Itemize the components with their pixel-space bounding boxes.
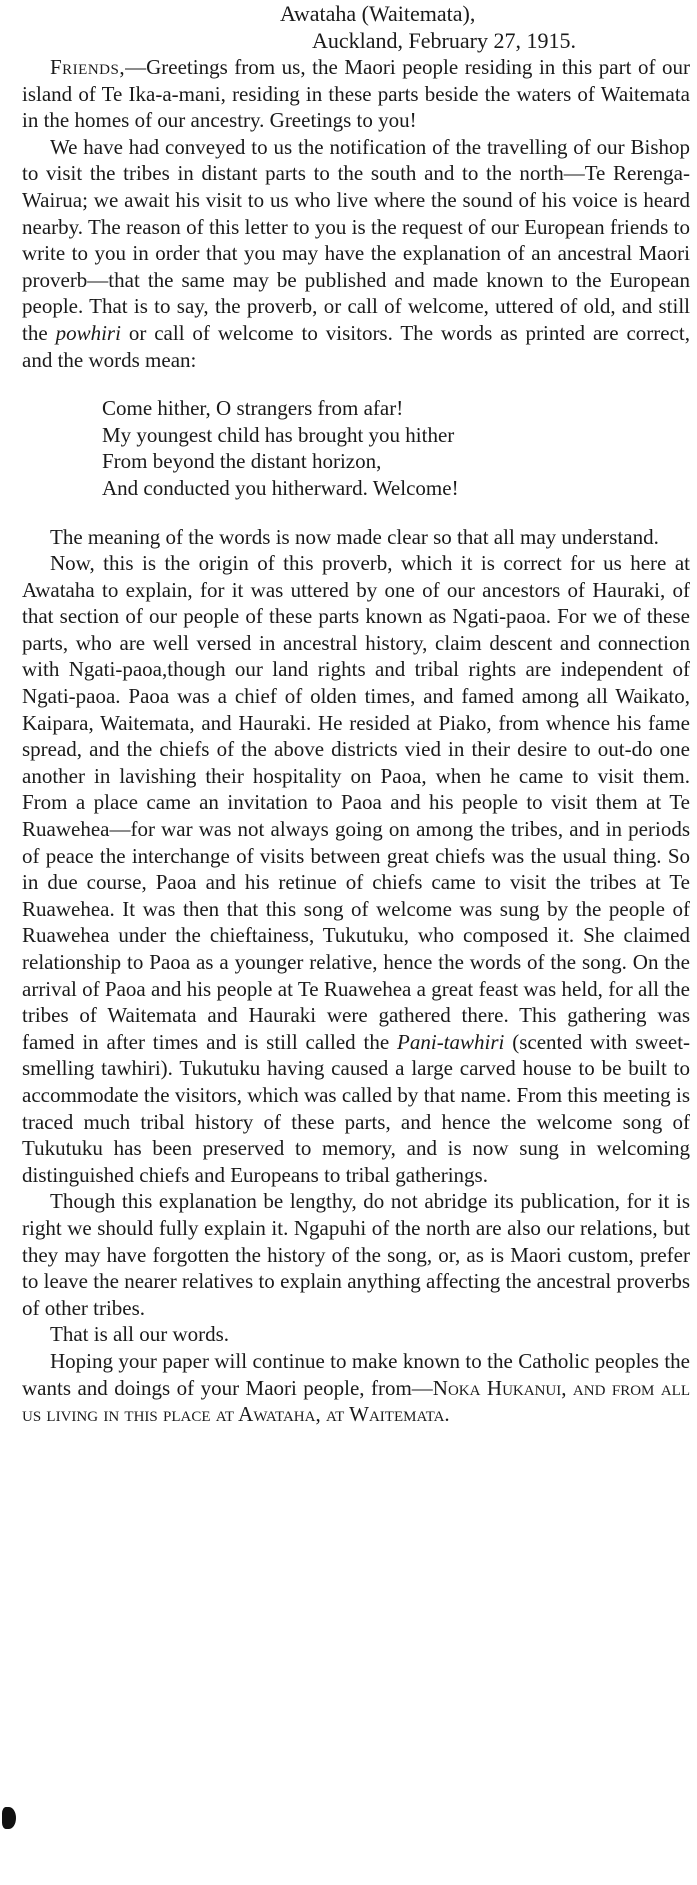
signature: Noka Hukanui, and from all us living in this place at Awataha, at Waitemata. — [22, 1375, 690, 1427]
paragraph-farewell — [22, 1348, 690, 1428]
paragraph-publication: Though this explanation be lengthy, do not abridge its publication, for it is right we should fully explain it. Ngapuhi of the north are also our relations, but they may have forgotten the history of the song, or, as is Maori custom, prefer to leave the nearer relatives to explain anything affecting the ancestral proverbs of other tribes. — [22, 1189, 690, 1320]
paragraph-origin-text-b: (scented with sweet-smelling tawhiri). Tukutuku having caused a large carved house to be built to accommodate the visitors, which was called by that name. From this meeting is traced much tribal history of these parts, and hence the welcome song of Tukutuku has been preserved to memory, and is now sung in welcoming distinguished chiefs and Europeans to tribal gatherings. — [22, 1029, 691, 1187]
word-powhiri: powhiri — [55, 320, 121, 345]
salutation: Friends, — [50, 55, 126, 79]
paragraph-reason-text-b: or call of welcome to visitors. The words as printed are correct, and the words mean: — [22, 320, 691, 372]
paragraph-meaning: The meaning of the words is now made clear so that all may understand. — [50, 524, 659, 549]
dateline-date: Auckland, February 27, 1915. — [312, 28, 576, 53]
poem-line: And conducted you hitherward. Welcome! — [102, 475, 459, 500]
paragraph-reason-text-a: We have had conveyed to us the notification of the travelling of our Bishop to visit the tribes in distant parts to the south and to the north—Te Rerenga-Wairua; we await his visit to us who live where the sound of his voice is heard nearby. The reason of this letter to you is the request of our European friends to write to you in order that you may have the explanation of an ancestral Maori proverb—that the same may be published and made known to the European people. That is to say, the proverb, or call of welcome, uttered of old, and still the — [22, 134, 690, 345]
welcome-poem — [102, 395, 690, 501]
poem-line: My youngest child has brought you hither — [102, 422, 455, 447]
paragraph-farewell-text: Hoping your paper will continue to make known to the Catholic peoples the wants and doings of your Maori people, from— — [22, 1348, 690, 1400]
paragraph-reason — [22, 134, 690, 373]
poem-line: Come hither, O strangers from afar! — [102, 396, 404, 421]
letter-page — [22, 0, 690, 1428]
paragraph-closing: That is all our words. — [50, 1322, 230, 1347]
word-pani-tawhiri: Pani-tawhiri — [397, 1029, 505, 1054]
paragraph-greeting — [22, 54, 690, 134]
poem-line: From beyond the distant horizon, — [102, 449, 382, 474]
dateline-place: Awataha (Waitemata), — [280, 1, 476, 26]
ink-blot-mark — [2, 1807, 16, 1829]
paragraph-origin-text-a: Now, this is the origin of this proverb, which it is correct for us here at Awataha to explain, for it was uttered by one of our ancestors of Hauraki, of that section of our people of these parts known as Ngati-paoa. For we of these parts, who are well versed in ancestral history, claim descent and connection with Ngati-paoa,though our land rights and tribal rights are independent of Ngati-paoa. Paoa was a chief of olden times, and famed among all Waikato, Kaipara, Waitemata, and Hauraki. He resided at Piako, from whence his fame spread, and the chiefs of the above districts vied in their desire to out-do one another in lavishing their hospitality on Paoa, when he came to visit them. From a place came an invitation to Paoa and his people to visit them at Te Ruawehea—for war was not always going on among the tribes, and in periods of peace the interchange of visits between great chiefs was the usual thing. So in due course, Paoa and his retinue of chiefs came to visit the tribes at Te Ruawehea. It was then that this song of welcome was sung by the people of Ruawehea under the chieftainess, Tukutuku, who composed it. She claimed relationship to Paoa as a younger relative, hence the words of the song. On the arrival of Paoa and his people at Te Ruawehea a great feast was held, for all the tribes of Waitemata and Hauraki were gathered there. This gathering was famed in after times and is still called the — [22, 551, 690, 1054]
paragraph-greeting-text: —Greetings from us, the Maori people residing in this part of our island of Te Ika-a-mani, residing in these parts beside the waters of Waitemata in the homes of our ancestry. Greetings to you! — [22, 55, 690, 133]
paragraph-origin — [22, 550, 690, 1188]
